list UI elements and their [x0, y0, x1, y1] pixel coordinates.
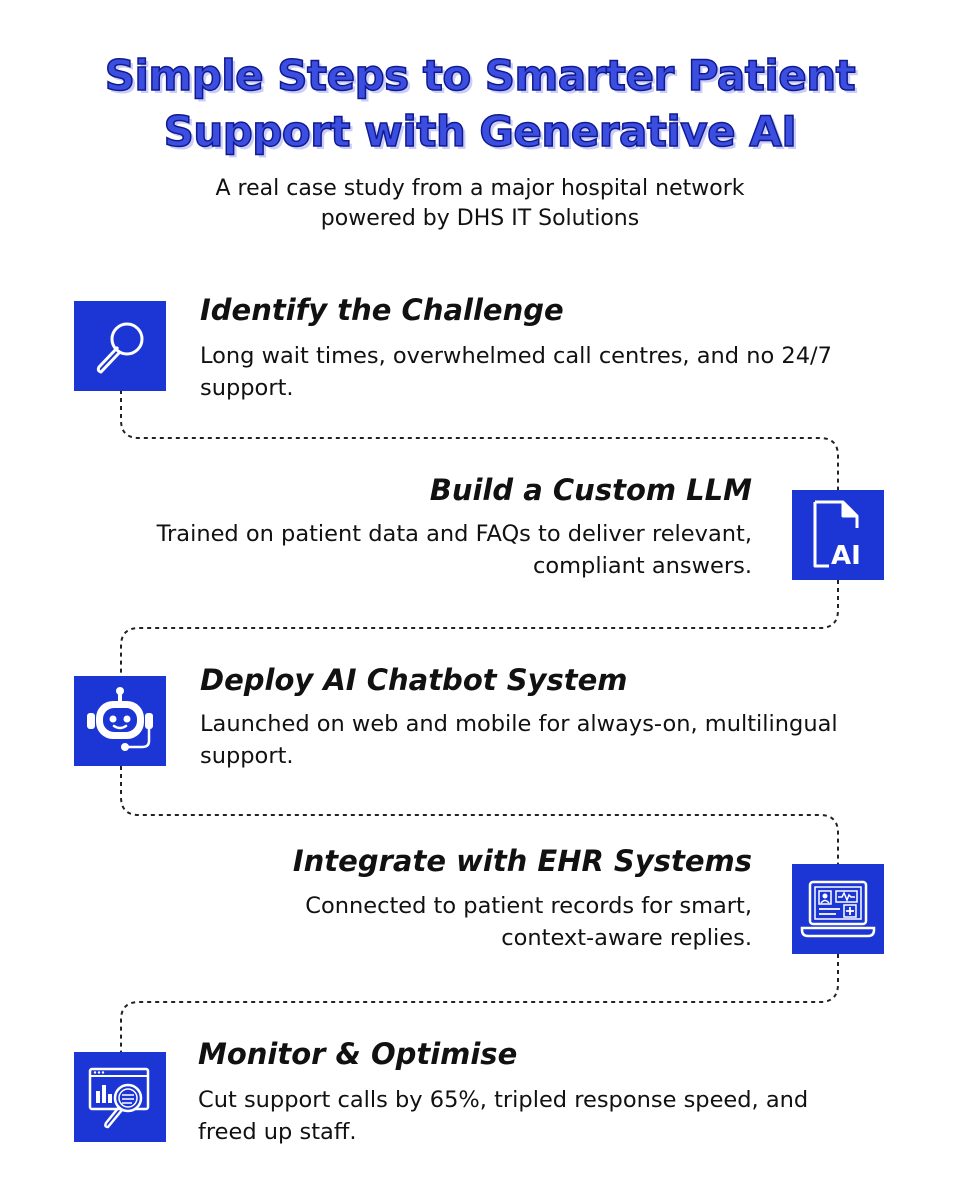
step-desc-line-1: Connected to patient records for smart,	[305, 893, 752, 919]
step-desc-line-1: Trained on patient data and FAQs to deliver relevant,	[156, 521, 752, 547]
step-description	[200, 340, 900, 404]
step-description	[52, 518, 752, 582]
step-description	[200, 708, 900, 772]
step-desc-line-2: compliant answers.	[532, 553, 752, 579]
analytics-search-icon	[74, 1052, 166, 1142]
step-desc-line-2: support.	[200, 743, 294, 769]
step-description	[52, 890, 752, 954]
subtitle-line-2: powered by DHS IT Solutions	[320, 206, 640, 231]
robot-headset-icon	[74, 676, 166, 766]
step-title: Integrate with EHR Systems	[292, 844, 752, 878]
step-description	[198, 1084, 898, 1148]
step-desc-line-1: Cut support calls by 65%, tripled response speed, and	[198, 1087, 809, 1113]
ai-icon-text: AI	[831, 541, 861, 571]
step-desc-line-1: Launched on web and mobile for always-on, multilingual	[200, 711, 838, 737]
ehr-laptop-icon	[792, 864, 884, 954]
step-title: Deploy AI Chatbot System	[200, 663, 628, 697]
ai-document-icon	[792, 490, 884, 580]
step-desc-line-2: freed up staff.	[198, 1119, 357, 1145]
step-desc-line-2: context-aware replies.	[501, 925, 752, 951]
step-desc-line-1: Long wait times, overwhelmed call centres, and no 24/7	[200, 343, 832, 369]
magnifier-icon	[74, 301, 166, 391]
step-title: Identify the Challenge	[200, 293, 564, 327]
step-title: Build a Custom LLM	[429, 473, 752, 507]
title-line-1: Simple Steps to Smarter Patient	[104, 51, 856, 100]
step-title: Monitor & Optimise	[198, 1037, 518, 1071]
subtitle-line-1: A real case study from a major hospital network	[215, 176, 745, 201]
step-desc-line-2: support.	[200, 375, 294, 401]
title-line-2: Support with Generative AI	[163, 107, 797, 156]
